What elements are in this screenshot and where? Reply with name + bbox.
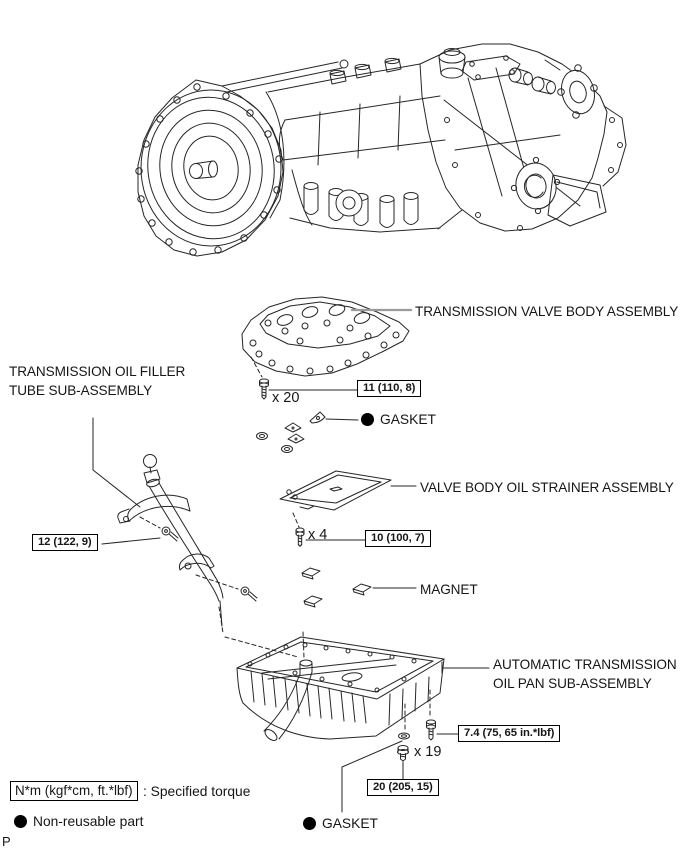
non-reusable-dot-icon: [303, 817, 316, 830]
page-footer-marker: P: [2, 834, 11, 849]
pan-gasket-washer-icon: [399, 733, 410, 739]
magnet-drawing: [302, 568, 371, 607]
label-filler-tube-line2: TUBE SUB-ASSEMBLY: [9, 383, 153, 398]
oil-pan-drawing: [237, 637, 444, 743]
non-reusable-dot-icon: [14, 815, 27, 828]
transmission-assembly-drawing: [136, 44, 626, 256]
oil-strainer-drawing: [280, 471, 391, 510]
label-gasket-bottom: [303, 816, 378, 831]
pan-bolt-icon: [427, 720, 436, 740]
valve-body-bolt-icon: [260, 379, 269, 399]
legend-non-reusable-text: Non-reusable part: [33, 814, 144, 829]
label-filler-tube-line1: TRANSMISSION OIL FILLER: [9, 364, 186, 379]
valve-body-drawing: [242, 297, 409, 376]
torque-box-valve-body-bolt: 11 (110, 8): [357, 380, 421, 397]
torque-box-strainer-bolt: 10 (100, 7): [365, 530, 431, 547]
label-filler-tube: [9, 362, 185, 400]
strainer-bolt-icon: [296, 528, 304, 547]
small-parts-drawing: [257, 412, 326, 453]
label-oil-strainer: VALVE BODY OIL STRAINER ASSEMBLY: [420, 480, 674, 495]
legend-torque-units-box: N*m (kgf*cm, ft.*lbf): [10, 781, 138, 801]
torque-box-drain-plug: 20 (205, 15): [367, 779, 439, 796]
legend-torque-caption: : Specified torque: [143, 784, 251, 799]
label-magnet: MAGNET: [420, 582, 478, 597]
label-gasket-top-text: GASKET: [380, 412, 436, 427]
non-reusable-dot-icon: [361, 413, 374, 426]
drain-plug-icon: [398, 746, 409, 762]
count-oil-pan-bolts: x 19: [414, 744, 442, 760]
label-oil-pan: [493, 655, 677, 693]
label-oil-pan-line2: OIL PAN SUB-ASSEMBLY: [493, 676, 652, 691]
label-oil-pan-line1: AUTOMATIC TRANSMISSION: [493, 657, 677, 672]
count-valve-body-bolts: x 20: [272, 390, 300, 406]
legend-non-reusable: [14, 814, 143, 829]
count-strainer-bolts: x 4: [308, 527, 328, 543]
label-gasket-top: [361, 412, 436, 427]
label-valve-body-assembly: TRANSMISSION VALVE BODY ASSEMBLY: [415, 304, 679, 319]
torque-box-oil-pan-bolt: 7.4 (75, 65 in.*lbf): [458, 725, 560, 742]
torque-box-filler-tube-bolt: 12 (122, 9): [32, 534, 98, 551]
label-gasket-bottom-text: GASKET: [322, 816, 378, 831]
